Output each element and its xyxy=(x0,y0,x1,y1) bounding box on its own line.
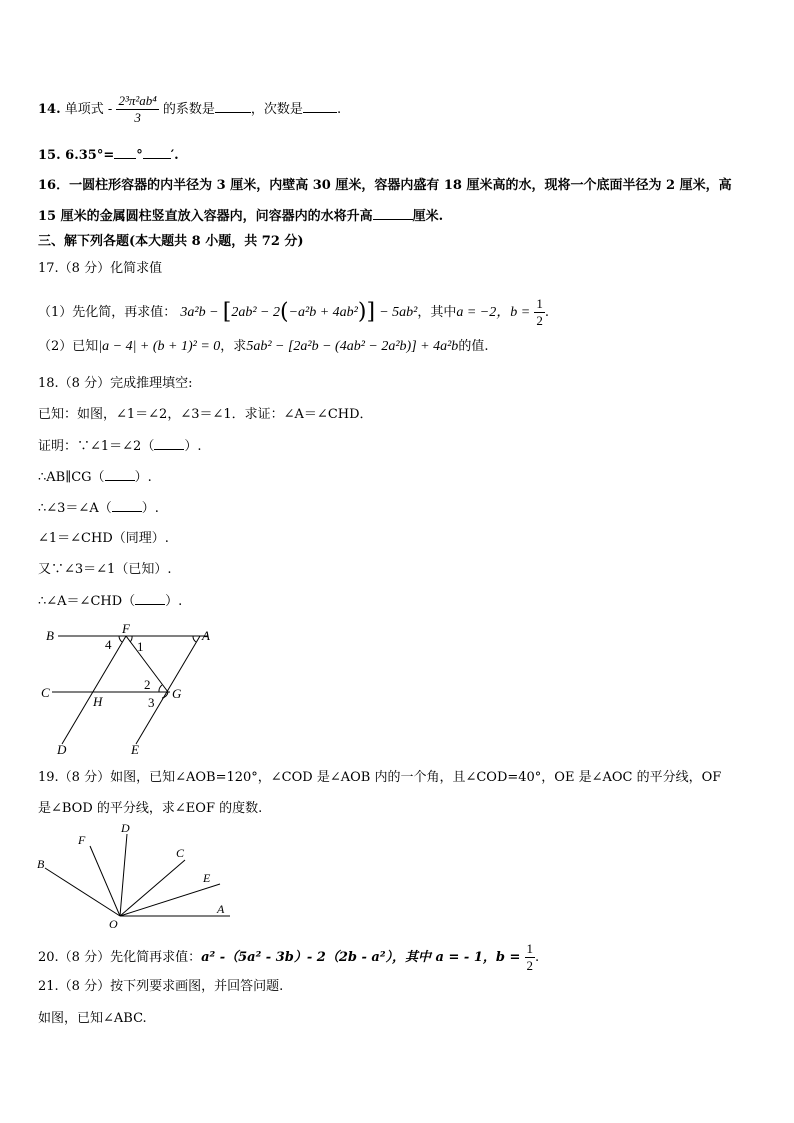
q14-blank-1[interactable] xyxy=(215,100,251,113)
q17-p1-where: ，其中 xyxy=(417,305,457,320)
q18-step-2-text: ∴AB∥CG（ xyxy=(38,470,105,485)
q14-frac-den: 3 xyxy=(134,110,141,125)
label-a: A xyxy=(217,902,225,916)
angle-arc-1 xyxy=(130,636,132,642)
ray-oe xyxy=(120,884,220,916)
q17-p1-expr-c: −a²b + 4ab² xyxy=(288,305,358,320)
q21-title: 21.（8 分）按下列要求画图，并回答问题. xyxy=(38,979,284,994)
q17-p2-cond: |a − 4| + (b + 1)² = 0 xyxy=(98,339,221,354)
q20-prefix: 20.（8 分）先化简再求值： xyxy=(38,950,202,965)
q16-line-1: 16．一圆柱形容器的内半径为 3 厘米，内壁高 30 厘米，容器内盛有 18 厘米高的水，现将一个底面半径为 2 厘米，高 xyxy=(38,178,732,193)
q14-sep: ，次数是 xyxy=(250,102,303,117)
q18-step-3-end: ）. xyxy=(141,501,159,516)
q20-b-frac xyxy=(525,941,536,974)
q18-blank-2[interactable] xyxy=(105,468,135,481)
q17-paren-open: ( xyxy=(279,299,289,325)
q17-p1-b: ，b = xyxy=(496,305,531,320)
q18-step-6-end: ）. xyxy=(165,594,183,609)
q18-step-6-text: ∴∠A＝∠CHD（ xyxy=(38,594,136,609)
ray-ob xyxy=(45,868,120,916)
q18-step-1-end: ）. xyxy=(184,439,202,454)
q15-blank-deg[interactable] xyxy=(114,146,136,159)
q18-given: 已知：如图，∠1＝∠2，∠3＝∠1．求证：∠A＝∠CHD． xyxy=(38,407,373,422)
label-b: B xyxy=(37,857,45,871)
q18-blank-3[interactable] xyxy=(112,499,142,512)
q17-p1-expr-d: − 5ab² xyxy=(379,305,418,320)
q17-bracket-close: ] xyxy=(366,299,376,325)
label-c: C xyxy=(41,685,50,700)
q17-p1-bden: 2 xyxy=(536,313,543,328)
angle-arc-a xyxy=(193,636,196,642)
q17-bracket-open: [ xyxy=(222,299,232,325)
question-15 xyxy=(38,146,179,165)
q18-step-4: ∠1＝∠CHD（同理）. xyxy=(38,531,169,546)
label-d: D xyxy=(121,821,130,835)
q20-bnum: 1 xyxy=(526,941,534,956)
q17-p1-b-frac xyxy=(534,296,545,329)
q17-part-2 xyxy=(38,338,488,356)
q17-p1-prefix: （1）先化简，再求值： xyxy=(38,305,177,320)
line-fd xyxy=(62,636,126,744)
label-e: E xyxy=(131,742,139,757)
q17-p2-mid: ，求 xyxy=(220,339,247,354)
q14-frac-num: 2³π²ab⁴ xyxy=(118,93,157,108)
q14-end: . xyxy=(336,102,342,117)
label-f: F xyxy=(122,622,130,636)
q14-fraction xyxy=(116,93,158,126)
q16-line-2-text: 15 厘米的金属圆柱竖直放入容器内，问容器内的水将升高 xyxy=(38,209,373,224)
q18-step-5: 又∵∠3＝∠1（已知）. xyxy=(38,562,172,577)
label-o: O xyxy=(109,917,118,930)
ray-oc xyxy=(120,860,185,916)
label-1: 1 xyxy=(137,639,144,654)
q18-step-6 xyxy=(38,592,182,611)
label-b: B xyxy=(46,628,54,643)
q19-line-1: 19.（8 分）如图，已知∠AOB=120°，∠COD 是∠AOB 内的一个角，且∠COD=40°，OE 是∠AOC 的平分线，OF xyxy=(38,770,722,785)
q16-line-2-end: 厘米. xyxy=(412,209,444,224)
ray-od xyxy=(120,834,127,916)
q19-figure xyxy=(35,820,235,930)
label-4: 4 xyxy=(105,637,112,652)
q14-blank-2[interactable] xyxy=(303,100,337,113)
q18-step-3 xyxy=(38,499,159,518)
q21-line-2: 如图，已知∠ABC. xyxy=(38,1011,147,1026)
q17-p1-end: . xyxy=(544,305,549,320)
q18-step-1-text: 证明：∵∠1＝∠2（ xyxy=(38,439,155,454)
q17-p2-prefix: （2）已知 xyxy=(38,339,99,354)
question-20 xyxy=(38,941,539,974)
label-e: E xyxy=(203,871,211,885)
q18-step-2-end: ）. xyxy=(134,470,152,485)
q17-p1-bnum: 1 xyxy=(536,296,543,311)
q17-part-1 xyxy=(38,296,549,329)
q18-step-1 xyxy=(38,437,201,456)
ray-of xyxy=(90,846,120,916)
q17-p1-expr-a: 3a²b − xyxy=(180,305,219,320)
q17-p1-a: a = −2 xyxy=(456,305,497,320)
q20-end: . xyxy=(535,950,540,965)
q14-prefix: 单项式 - xyxy=(64,102,113,117)
label-g: G xyxy=(172,686,182,701)
label-2: 2 xyxy=(144,677,151,692)
label-3: 3 xyxy=(148,695,155,710)
label-d: D xyxy=(57,742,67,757)
q15-value: 6.35°= xyxy=(65,148,115,163)
q15-deg: ° xyxy=(136,148,143,163)
q14-mid: 的系数是 xyxy=(162,102,215,117)
q18-title: 18.（8 分）完成推理填空: xyxy=(38,376,193,391)
q18-figure xyxy=(40,622,220,757)
question-14 xyxy=(38,93,341,126)
q15-blank-min[interactable] xyxy=(143,146,171,159)
q20-expr: a² -（5a² - 3b）- 2（2b - a²），其中 a = - 1，b = xyxy=(201,950,521,965)
label-f: F xyxy=(78,833,86,847)
label-a: A xyxy=(202,628,210,643)
q15-min: ′. xyxy=(170,148,179,163)
angle-arc-2 xyxy=(159,685,162,692)
q17-p2-end: 的值. xyxy=(458,339,489,354)
q17-p1-expr-b: 2ab² − 2 xyxy=(231,305,280,320)
q18-step-2 xyxy=(38,468,152,487)
label-h: H xyxy=(93,694,103,709)
q17-p2-expr: 5ab² − [2a²b − (4ab² − 2a²b)] + 4a²b xyxy=(246,339,459,354)
section-3-heading: 三、解下列各题(本大题共 8 小题，共 72 分) xyxy=(38,234,304,249)
label-c: C xyxy=(176,846,185,860)
q20-bden: 2 xyxy=(526,958,534,973)
q18-blank-1[interactable] xyxy=(154,437,184,450)
q15-number: 15. xyxy=(38,148,61,163)
q17-title: 17.（8 分）化简求值 xyxy=(38,261,163,276)
q18-step-3-text: ∴∠3＝∠A（ xyxy=(38,501,112,516)
q18-blank-4[interactable] xyxy=(135,592,165,605)
q17-paren-close: ) xyxy=(357,299,367,325)
q14-number: 14. xyxy=(38,102,61,117)
q16-blank[interactable] xyxy=(373,207,413,220)
q19-line-2: 是∠BOD 的平分线，求∠EOF 的度数. xyxy=(38,801,263,816)
angle-arc-4 xyxy=(119,636,122,642)
q16-line-2 xyxy=(38,207,443,226)
